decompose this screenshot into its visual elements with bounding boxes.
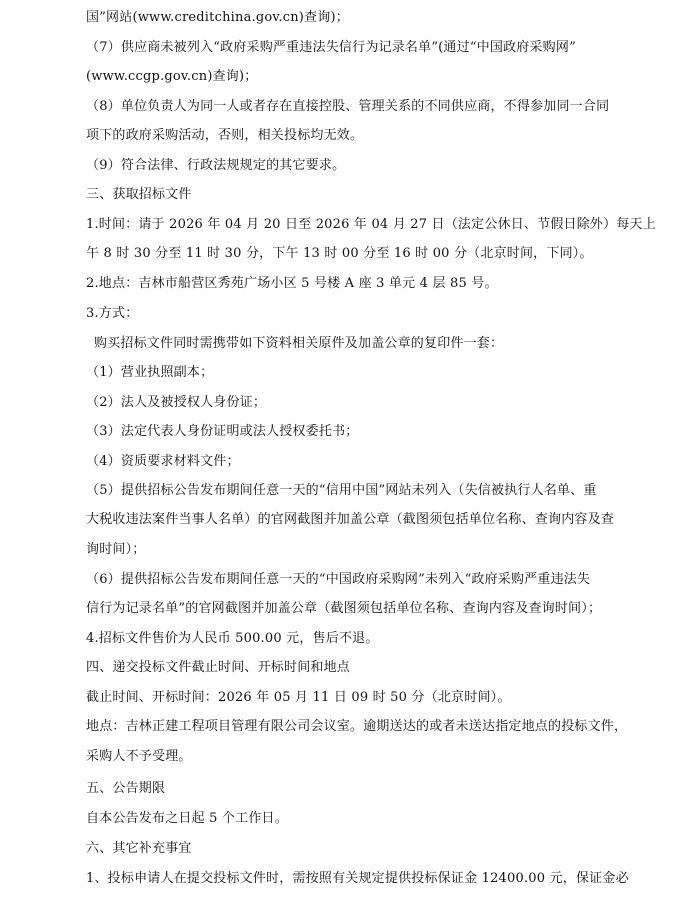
text-line: 信行为记录名单”的官网截图并加盖公章（截图须包括单位名称、查询内容及查询时间）；	[86, 601, 602, 616]
list-item: （5）提供招标公告发布期间任意一天的“信用中国”网站未列入（失信被执行人名单、重	[86, 483, 597, 498]
text-line: 自本公告发布之日起 5 个工作日。	[86, 811, 288, 826]
list-item: （3）法定代表人身份证明或法人授权委托书；	[86, 424, 359, 439]
section-heading: 四、递交投标文件截止时间、开标时间和地点	[86, 660, 351, 675]
list-item: （4）资质要求材料文件；	[86, 454, 240, 469]
section-heading: 五、公告期限	[86, 781, 166, 796]
text-line: 4.招标文件售价为人民币 500.00 元，售后不退。	[86, 631, 379, 646]
list-item: （2）法人及被授权人身份证；	[86, 395, 267, 410]
text-line: 2.地点：吉林市船营区秀苑广场小区 5 号楼 A 座 3 单元 4 层 85 号。	[86, 276, 498, 291]
text-line: 午 8 时 30 分至 11 时 30 分，下午 13 时 00 分至 16 时 00 分（北京时间，下同）。	[86, 246, 593, 261]
text-line: 3.方式：	[86, 306, 139, 321]
text-line: （7）供应商未被列入“政府采购严重违法失信行为记录名单”(通过“中国政府采购网”	[86, 40, 576, 55]
text-line: 购买招标文件同时需携带如下资料相关原件及加盖公章的复印件一套：	[94, 336, 504, 351]
text-line: 大税收违法案件当事人名单）的官网截图并加盖公章（截图须包括单位名称、查询内容及查	[86, 512, 615, 527]
section-heading: 三、获取招标文件	[86, 187, 192, 202]
text-line: 1.时间：请于 2026 年 04 月 20 日至 2026 年 04 月 27 日（法定公休日、节假日除外）每天上	[86, 217, 656, 232]
text-line: 1、投标申请人在提交投标文件时，需按照有关规定提供投标保证金 12400.00 元，保证金必	[86, 871, 629, 886]
text-line: 地点：吉林正建工程项目管理有限公司会议室。逾期送达的或者未送达指定地点的投标文件，	[86, 719, 628, 734]
text-line: 截止时间、开标时间：2026 年 05 月 11 日 09 时 50 分（北京时间）。	[86, 690, 511, 705]
text-line: (www.ccgp.gov.cn)查询)；	[86, 69, 258, 84]
text-line: 采购人不予受理。	[86, 749, 192, 764]
list-item: （6）提供招标公告发布期间任意一天的“中国政府采购网”未列入“政府采购严重违法失	[86, 572, 591, 587]
section-heading: 六、其它补充事宜	[86, 841, 192, 856]
text-line: （9）符合法律、行政法规规定的其它要求。	[86, 158, 346, 173]
text-line: 询时间）；	[86, 542, 146, 557]
text-line: （8）单位负责人为同一人或者存在直接控股、管理关系的不同供应商，不得参加同一合同	[86, 99, 610, 114]
text-line: 国”网站(www.creditchina.gov.cn)查询)；	[86, 10, 349, 25]
text-line: 项下的政府采购活动，否则，相关投标均无效。	[86, 128, 364, 143]
list-item: （1）营业执照副本；	[86, 365, 214, 380]
